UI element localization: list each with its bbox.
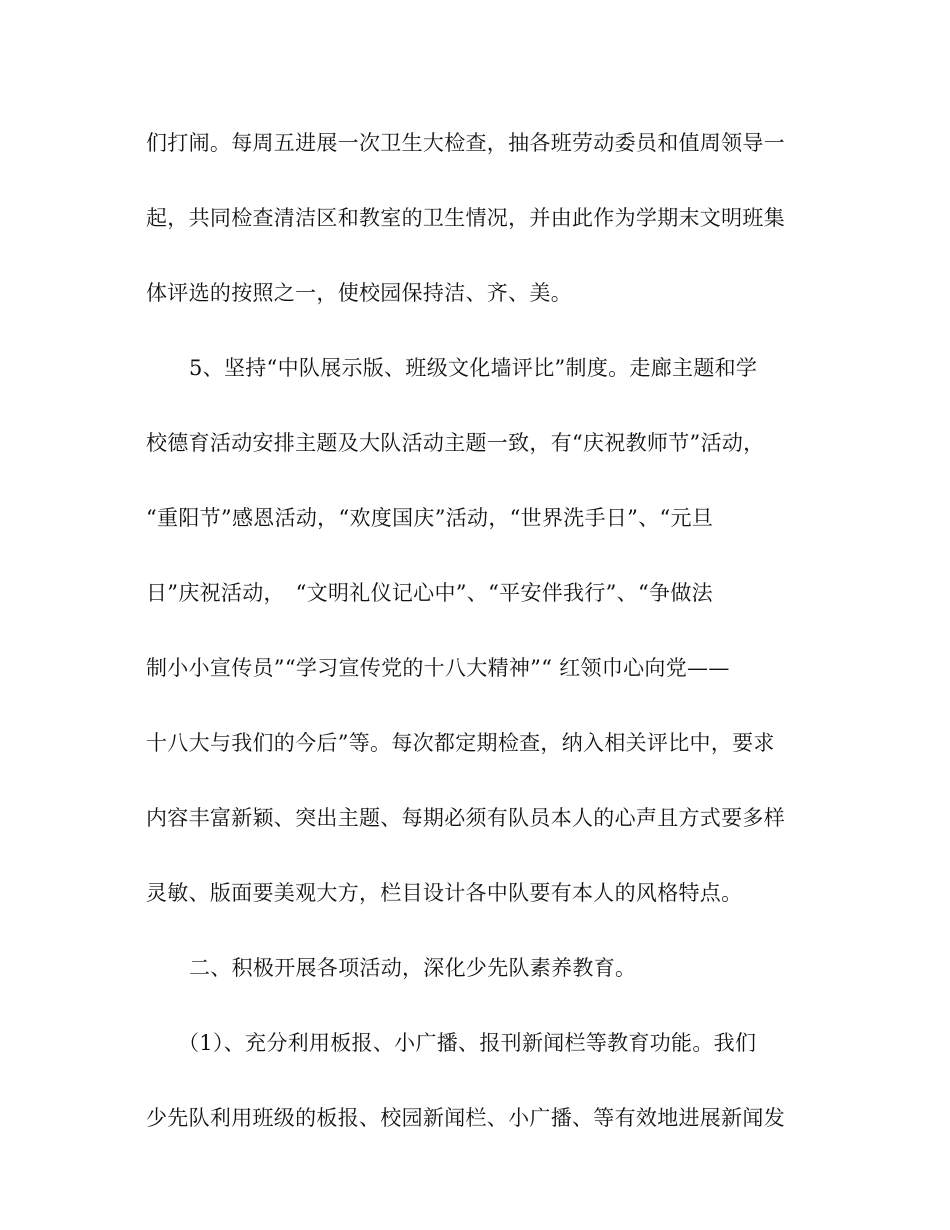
section-heading-2: 二、积极开展各项活动，深化少先队素养教育。 (189, 956, 637, 980)
paragraph-1-start: （1）、充分利用板报、小广播、报刊新闻栏等教育功能。我们 (178, 1031, 757, 1055)
text-line-10: 内容丰富新颖、突出主题、每期必须有队员本人的心声且方式要多样 (146, 806, 785, 830)
text-line-5: 校德育活动安排主题及大队活动主题一致，有“庆祝教师节”活动， (146, 431, 765, 455)
text-line-2: 起，共同检查清洁区和教室的卫生情况，并由此作为学期末文明班集 (146, 206, 785, 230)
text-line-8: 制小小宣传员”“学习宣传党的十八大精神”“ 红领巾心向党—— (146, 656, 730, 680)
paragraph-5-start: 5、坚持“中队展示版、班级文化墙评比”制度。走廊主题和学 (189, 356, 758, 380)
text-line-11: 灵敏、版面要美观大方，栏目设计各中队要有本人的风格特点。 (146, 881, 743, 905)
text-line-1: 们打闹。每周五进展一次卫生大检查，抽各班劳动委员和值周领导一 (146, 131, 785, 155)
text-line-3: 体评选的按照之一，使校园保持洁、齐、美。 (146, 281, 572, 305)
text-line-14: 少先队利用班级的板报、校园新闻栏、小广播、等有效地进展新闻发 (146, 1106, 785, 1130)
text-line-9: 十八大与我们的今后”等。每次都定期检查，纳入相关评比中，要求 (146, 731, 775, 755)
text-line-7: 日”庆祝活动， “文明礼仪记心中”、“平安伴我行”、“争做法 (146, 581, 713, 605)
text-line-6: “重阳节”感恩活动，“欢度国庆”活动，“世界洗手日”、“元旦 (146, 506, 714, 530)
